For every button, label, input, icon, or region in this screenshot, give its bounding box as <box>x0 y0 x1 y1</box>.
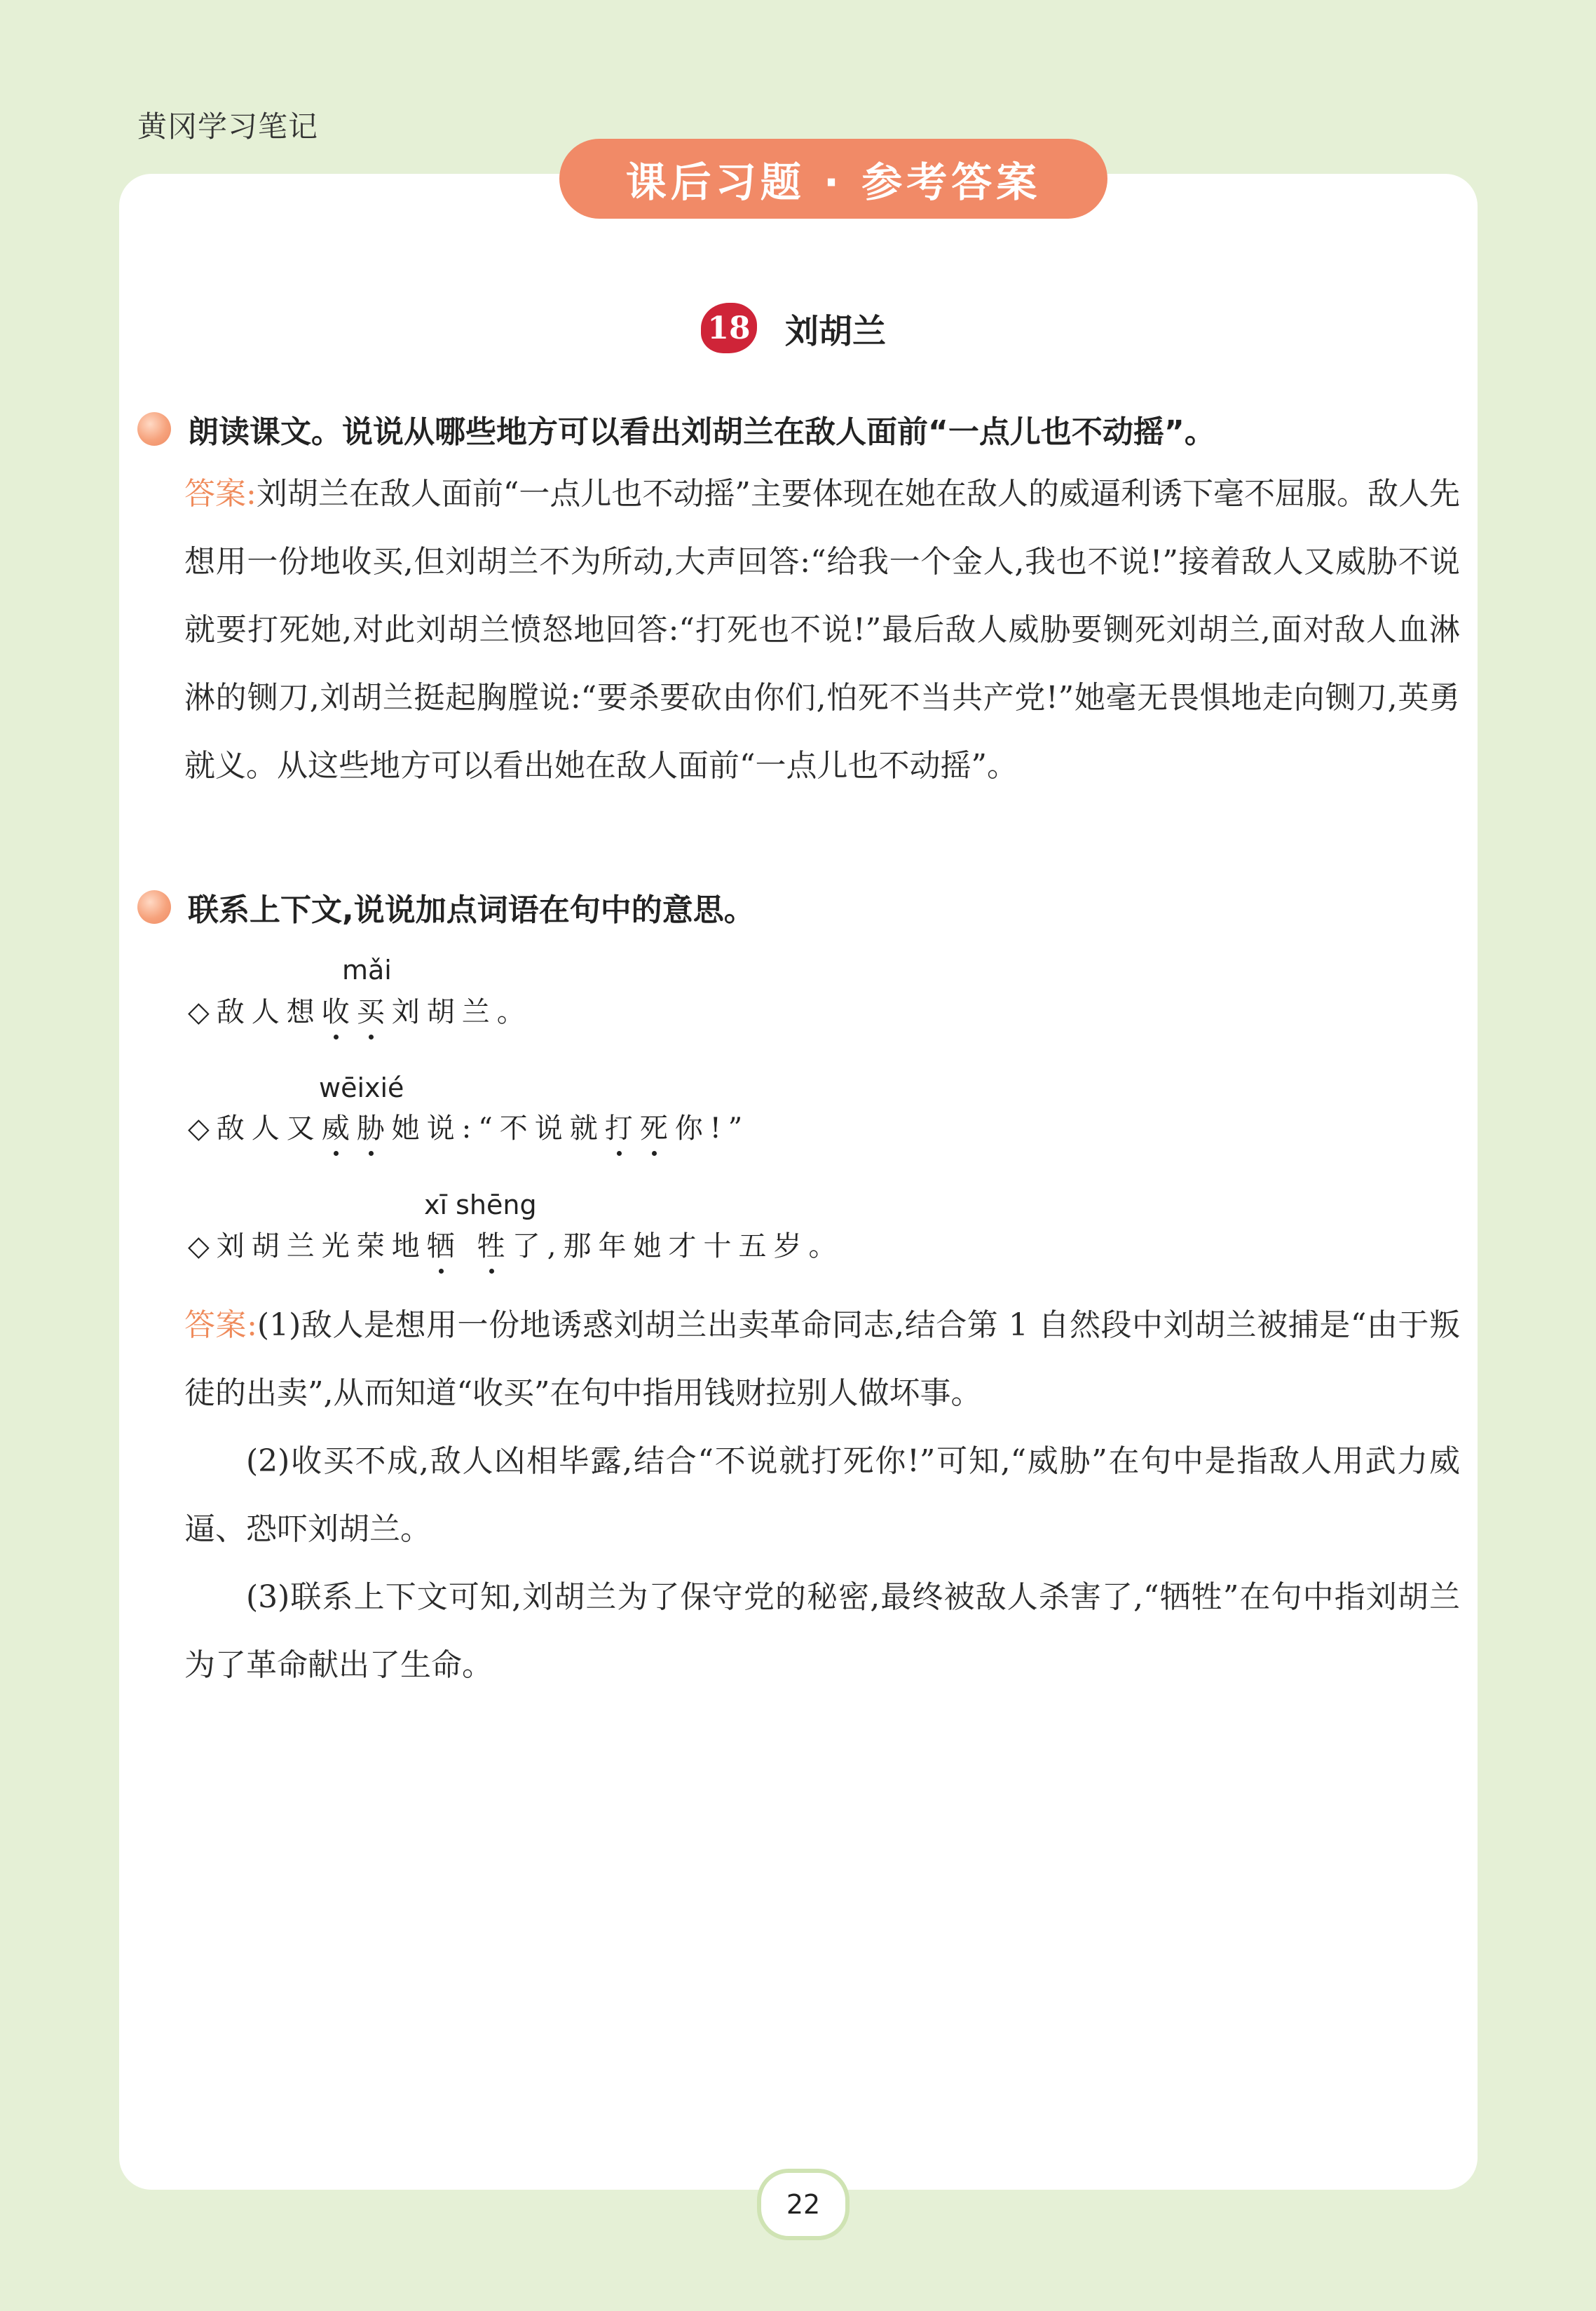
sentence-text: ◇敌人又 <box>188 1112 322 1145</box>
answer-2-part-1 <box>184 1291 1460 1427</box>
example-sentence-1 <box>188 990 532 1030</box>
sentence-text: ◇敌人想 <box>188 996 322 1028</box>
answer-1-text: 刘胡兰在敌人面前“一点儿也不动摇”主要体现在她在敌人的威逼利诱下毫不屈服。敌人先想用一份地收买,但刘胡兰不为所动,大声回答:“给我一个金人,我也不说!”接着敌人又威胁不说就要打死她,对此刘胡兰愤怒地回答:“打死也不说!”最后敌人威胁要铡死刘胡兰,面对敌人血淋淋的铡刀,刘胡兰挺起胸膛说:“要杀要砍由你们,怕死不当共产党!”她毫无畏惧地走向铡刀,英勇就义。从这些地方可以看出她在敌人面前“一点儿也不动摇”。 <box>184 476 1460 784</box>
sentence-text: 她说:“不说就 <box>391 1112 605 1145</box>
section-banner: 课后习题 · 参考答案 <box>559 139 1107 219</box>
question-2 <box>137 885 755 929</box>
question-1 <box>137 407 1215 451</box>
sentence-text: 了,那年她才十五岁。 <box>512 1230 844 1262</box>
answer-2-part-3: (3)联系上下文可知,刘胡兰为了保守党的秘密,最终被敌人杀害了,“牺牲”在句中指刘胡兰为了革命献出了生命。 <box>184 1579 1460 1683</box>
answer-label: 答案: <box>184 476 257 512</box>
bullet-icon <box>137 890 171 924</box>
lesson-title: 刘胡兰 <box>785 311 887 351</box>
dotted-char: 收 <box>322 990 357 1030</box>
answer-2-part-1-text: (1)敌人是想用一份地诱惑刘胡兰出卖革命同志,结合第 1 自然段中刘胡兰被捕是“由于叛徒的出卖”,从而知道“收买”在句中指用钱财拉别人做坏事。 <box>184 1307 1460 1411</box>
sentence-text: ◇刘胡兰光荣地 <box>188 1230 427 1262</box>
bullet-icon <box>137 412 171 446</box>
sentence-text: 你!” <box>674 1112 750 1145</box>
dotted-char: 胁 <box>357 1106 392 1146</box>
answer-label: 答案: <box>184 1307 257 1343</box>
question-1-text: 朗读课文。说说从哪些地方可以看出刘胡兰在敌人面前“一点儿也不动摇”。 <box>188 414 1215 450</box>
dotted-char: 死 <box>640 1106 675 1146</box>
example-sentence-3 <box>188 1224 843 1264</box>
pinyin-shoumai: mǎi <box>342 955 392 986</box>
dotted-char: 打 <box>605 1106 640 1146</box>
dotted-char: 威 <box>322 1106 357 1146</box>
lesson-number-badge: 18 <box>701 303 757 353</box>
dotted-char: 牲 <box>477 1224 512 1264</box>
lesson-heading <box>701 303 886 353</box>
book-brand: 黄冈学习笔记 <box>137 109 319 144</box>
pinyin-weixie: wēixié <box>319 1072 404 1103</box>
answer-2 <box>184 1291 1460 1699</box>
dotted-char: 牺 <box>427 1224 462 1264</box>
question-2-text: 联系上下文,说说加点词语在句中的意思。 <box>188 892 755 928</box>
example-sentence-2 <box>188 1106 749 1146</box>
page-number: 22 <box>757 2169 850 2240</box>
sentence-text: 刘胡兰。 <box>391 996 532 1028</box>
answer-1 <box>184 460 1460 800</box>
answer-2-part-2: (2)收买不成,敌人凶相毕露,结合“不说就打死你!”可知,“威胁”在句中是指敌人用武力威逼、恐吓刘胡兰。 <box>184 1443 1460 1547</box>
pinyin-xisheng: xī shēng <box>424 1189 537 1220</box>
dotted-char: 买 <box>357 990 392 1030</box>
